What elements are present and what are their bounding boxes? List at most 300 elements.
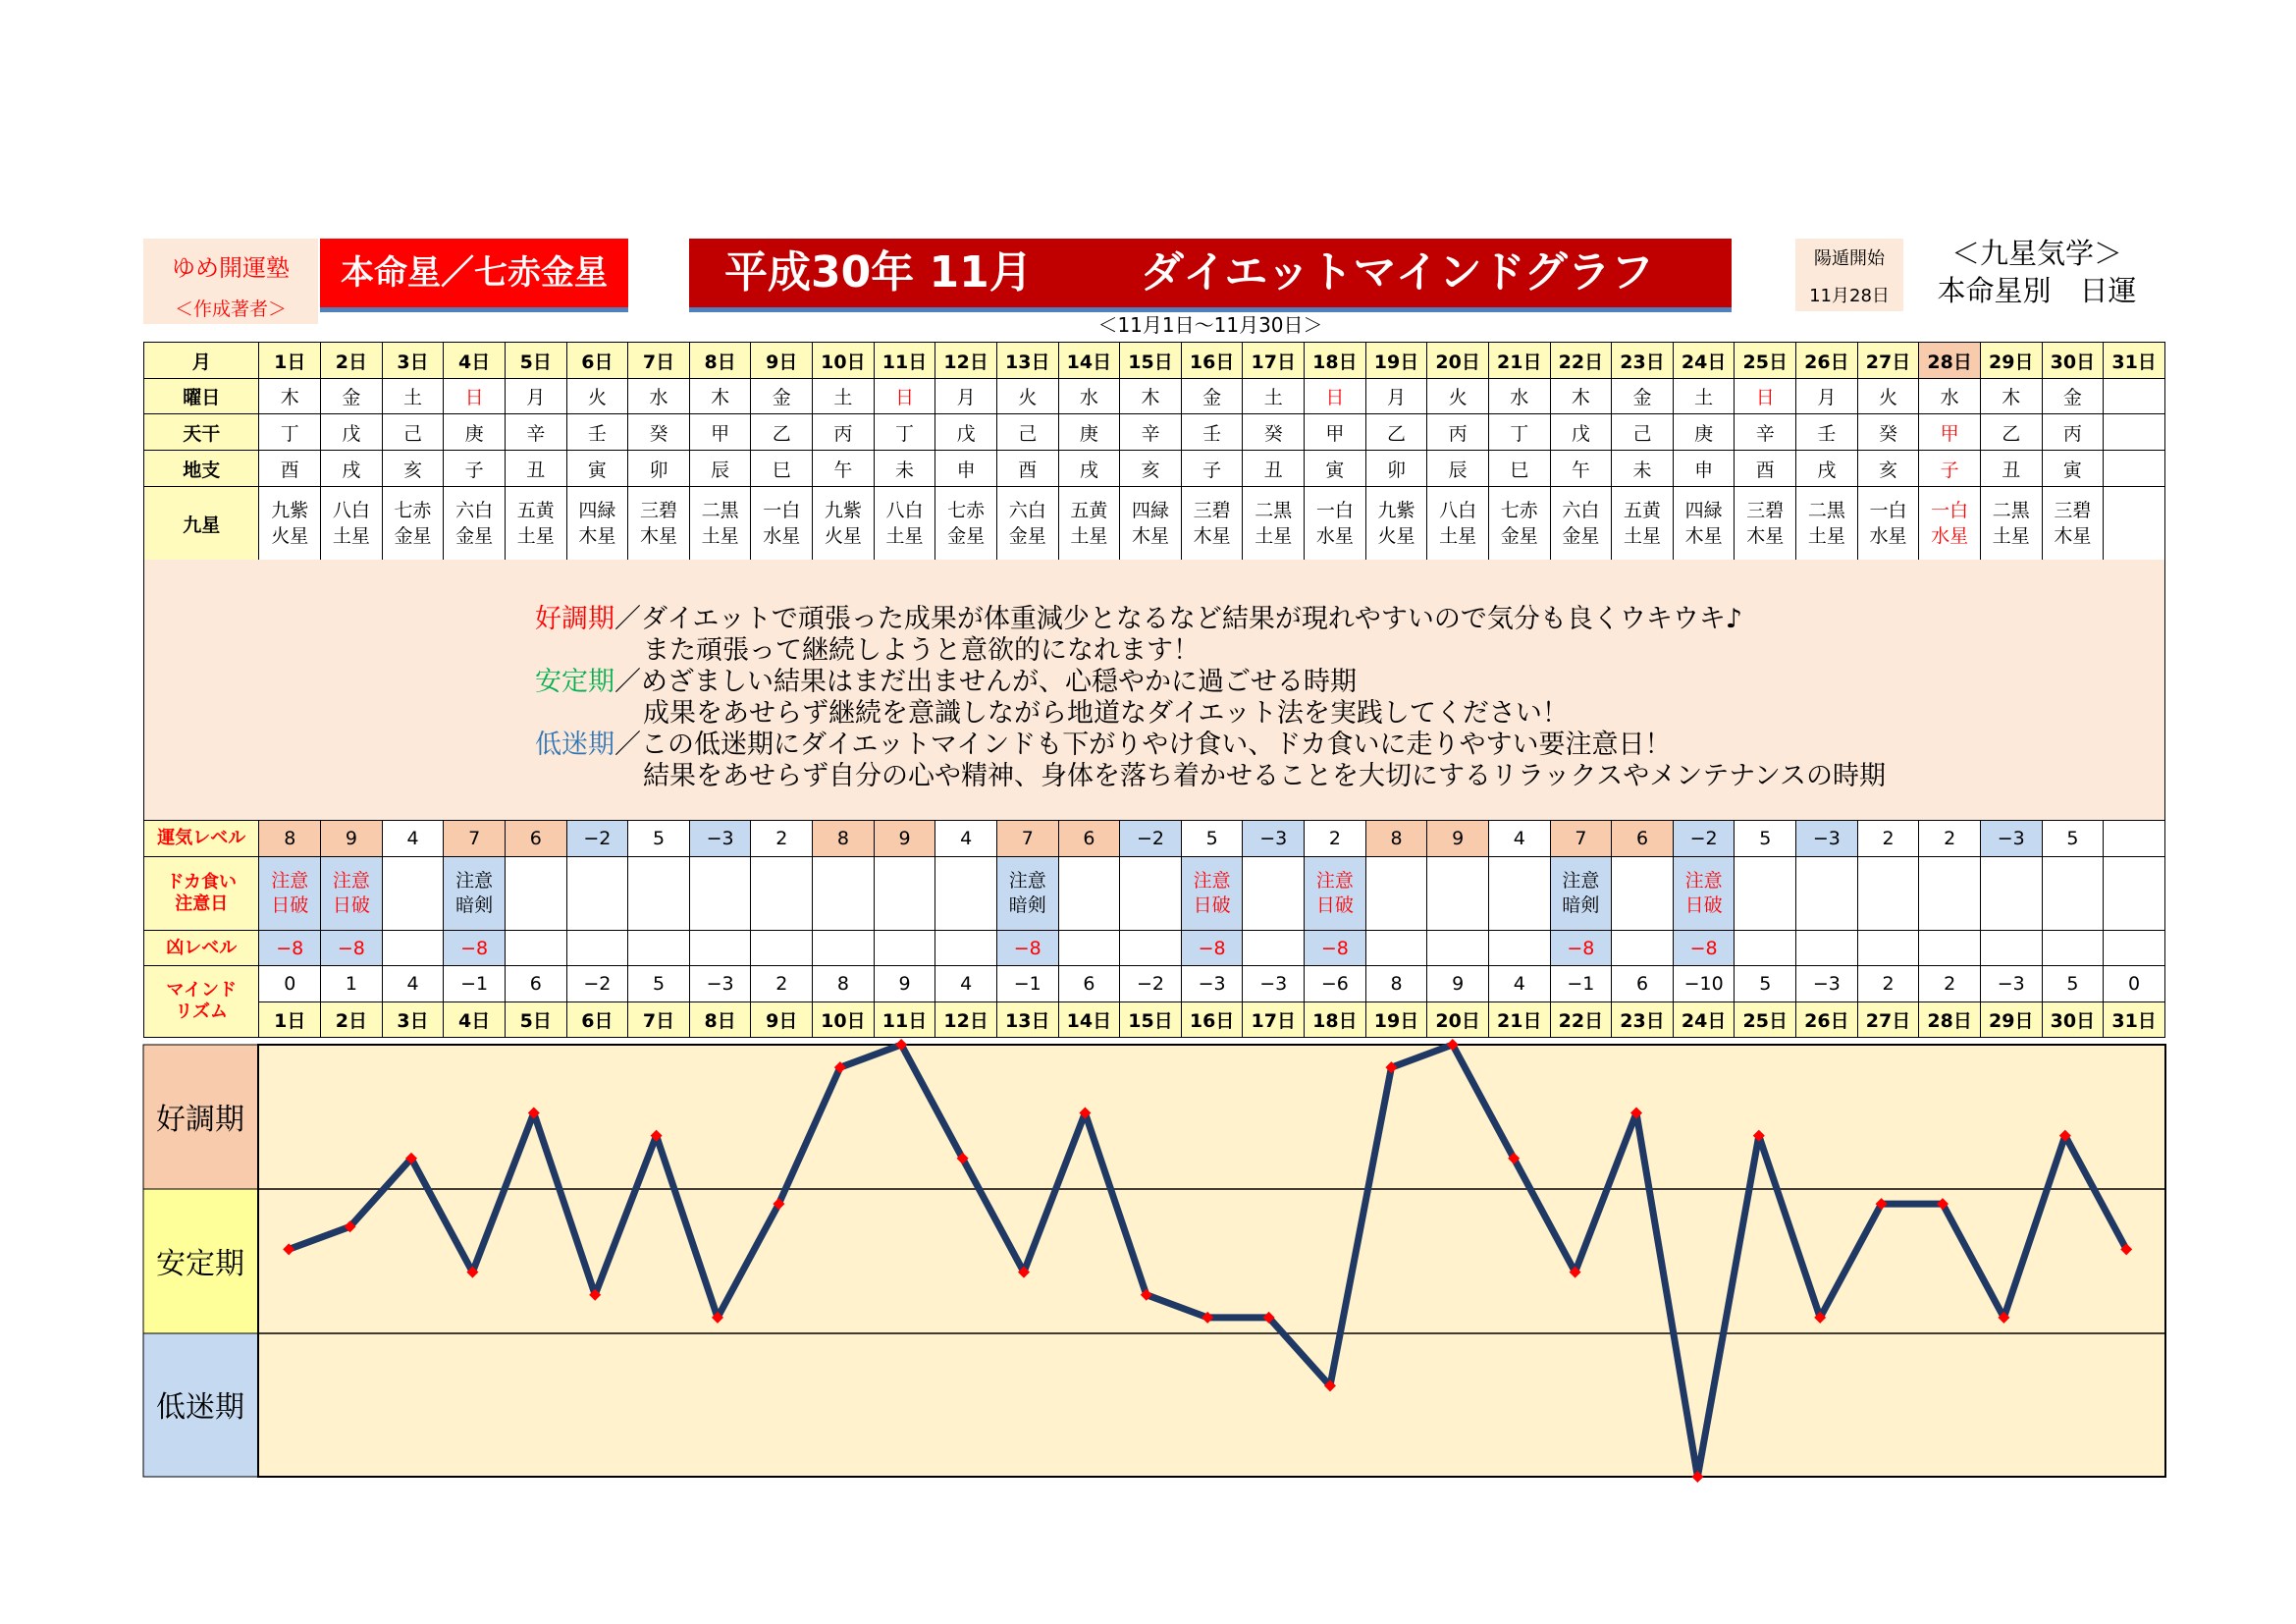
luck-level-cell: 2	[1305, 821, 1366, 857]
day-header-28: 28日	[1919, 343, 1981, 379]
day-header-21: 21日	[1488, 343, 1550, 379]
luck-level-cell: −2	[1673, 821, 1735, 857]
warning-type: 注意	[1562, 870, 1600, 892]
luck-level-cell: −3	[1243, 821, 1305, 857]
luck-level-cell: 9	[874, 821, 935, 857]
mind-value-cell: 6	[1612, 966, 1674, 1002]
kyusei-star: 四緑	[1131, 500, 1169, 521]
luck-level-cell: 2	[1919, 821, 1981, 857]
luck-level-cell: 7	[1550, 821, 1612, 857]
kyusei-star: 三碧	[2054, 500, 2092, 521]
day-header-26: 26日	[1796, 343, 1858, 379]
day-footer-7: 7日	[628, 1002, 690, 1038]
kyusei-element: 木星	[1746, 525, 1785, 547]
kyusei-subtitle: 本命星別 日運	[1937, 274, 2137, 307]
day-header-13: 13日	[996, 343, 1058, 379]
kyusei-element: 土星	[1070, 525, 1108, 547]
luck-level-cell: −3	[689, 821, 751, 857]
chishi-cell: 子	[1919, 451, 1981, 487]
weekday-label: 曜日	[144, 379, 259, 414]
mind-value-cell: 6	[1058, 966, 1120, 1002]
day-header-10: 10日	[813, 343, 875, 379]
day-footer-17: 17日	[1243, 1002, 1305, 1038]
kyusei-element: 金星	[1562, 525, 1600, 547]
mind-value-cell: −3	[1980, 966, 2042, 1002]
bad-level-cell: −8	[259, 931, 321, 966]
luck-level-label: 運気レベル	[144, 821, 259, 857]
tenkan-cell: 壬	[1181, 414, 1243, 451]
kyusei-element: 土星	[516, 525, 555, 547]
kyusei-element: 金星	[455, 525, 494, 547]
weekday-cell: 日	[874, 379, 935, 414]
month-label: 月	[144, 343, 259, 379]
day-header-20: 20日	[1427, 343, 1489, 379]
mind-value-cell: 8	[813, 966, 875, 1002]
weekday-cell: 火	[1857, 379, 1919, 414]
chishi-cell: 寅	[1305, 451, 1366, 487]
bad-level-cell: −8	[1550, 931, 1612, 966]
luck-level-cell: 5	[2042, 821, 2104, 857]
chishi-cell: 卯	[1365, 451, 1427, 487]
chishi-cell: 戌	[1058, 451, 1120, 487]
kyusei-star: 三碧	[1746, 500, 1785, 521]
weekday-cell: 木	[1550, 379, 1612, 414]
kyusei-star: 九紫	[824, 500, 862, 521]
weekday-cell: 日	[444, 379, 506, 414]
stable-label: 安定期	[535, 667, 614, 697]
day-header-15: 15日	[1120, 343, 1182, 379]
tenkan-cell: 乙	[1980, 414, 2042, 451]
chishi-cell: 申	[1673, 451, 1735, 487]
date-range: ＜11月1日～11月30日＞	[1097, 313, 1323, 337]
luck-level-cell: −2	[1120, 821, 1182, 857]
weekday-cell: 土	[1673, 379, 1735, 414]
kyusei-star: 四緑	[1684, 500, 1723, 521]
weekday-cell: 木	[1120, 379, 1182, 414]
day-footer-30: 30日	[2042, 1002, 2104, 1038]
warning-label-2: 注意日	[175, 893, 229, 914]
warning-type: 注意	[1008, 870, 1046, 892]
mind-value-cell: −2	[566, 966, 628, 1002]
weekday-cell: 日	[1735, 379, 1796, 414]
tenkan-cell: 丁	[259, 414, 321, 451]
weekday-cell: 月	[1796, 379, 1858, 414]
day-header-8: 8日	[689, 343, 751, 379]
tenkan-cell: 甲	[1919, 414, 1981, 451]
kyusei-element: 土星	[1992, 525, 2030, 547]
tenkan-cell: 庚	[1058, 414, 1120, 451]
kyusei-element: 木星	[1684, 525, 1723, 547]
kyusei-element: 水星	[1931, 525, 1969, 547]
stable-text-2: 成果をあせらず継続を意識しながら地道なダイエット法を実践してください！	[643, 698, 1569, 729]
zone-good-label: 好調期	[156, 1103, 244, 1137]
luck-level-cell: 2	[1857, 821, 1919, 857]
chishi-cell: 丑	[505, 451, 566, 487]
day-footer-5: 5日	[505, 1002, 566, 1038]
chishi-cell: 戌	[321, 451, 383, 487]
weekday-cell: 土	[382, 379, 444, 414]
chishi-label: 地支	[144, 451, 259, 487]
chishi-cell: 辰	[689, 451, 751, 487]
tenkan-cell: 乙	[751, 414, 813, 451]
mind-value-cell: 4	[1488, 966, 1550, 1002]
kyusei-element: 木星	[639, 525, 677, 547]
weekday-cell: 金	[1612, 379, 1674, 414]
day-header-31: 31日	[2104, 343, 2165, 379]
warning-cause: 日破	[1315, 894, 1354, 916]
good-text-2: また頑張って継続しようと意欲的になれます！	[643, 635, 1200, 666]
luck-level-cell: 5	[1181, 821, 1243, 857]
mind-value-cell: −1	[996, 966, 1058, 1002]
kyusei-star: 二黒	[1807, 500, 1845, 521]
tenkan-cell: 辛	[1120, 414, 1182, 451]
warning-type: 注意	[271, 870, 309, 892]
weekday-cell: 金	[1181, 379, 1243, 414]
day-footer-22: 22日	[1550, 1002, 1612, 1038]
warning-cause: 暗剣	[1562, 894, 1600, 916]
chishi-cell: 巳	[1488, 451, 1550, 487]
kyusei-star: 二黒	[1992, 500, 2030, 521]
kyusei-element: 土星	[1807, 525, 1845, 547]
kyusei-element: 木星	[578, 525, 616, 547]
day-footer-8: 8日	[689, 1002, 751, 1038]
day-header-24: 24日	[1673, 343, 1735, 379]
mind-value-cell: 5	[628, 966, 690, 1002]
kyusei-element: 土星	[1623, 525, 1661, 547]
kyusei-star: 五黄	[516, 500, 555, 521]
mind-label-2: リズム	[175, 1001, 229, 1022]
warning-cause: 日破	[1193, 894, 1231, 916]
day-header-18: 18日	[1305, 343, 1366, 379]
bad-level-label: 凶レベル	[144, 931, 259, 966]
chishi-cell: 卯	[628, 451, 690, 487]
kyusei-star: 四緑	[578, 500, 616, 521]
day-header-12: 12日	[935, 343, 997, 379]
kyusei-element: 土星	[701, 525, 739, 547]
mind-value-cell: −1	[1550, 966, 1612, 1002]
tenkan-cell: 丁	[1488, 414, 1550, 451]
kyusei-star: 七赤	[1500, 500, 1538, 521]
kyusei-element: 水星	[1315, 525, 1354, 547]
title-name: ダイエットマインドグラフ	[1141, 247, 1654, 298]
day-header-4: 4日	[444, 343, 506, 379]
day-header-16: 16日	[1181, 343, 1243, 379]
kyusei-element: 火星	[1377, 525, 1415, 547]
warning-cause: 日破	[271, 894, 309, 916]
day-header-11: 11日	[874, 343, 935, 379]
day-footer-13: 13日	[996, 1002, 1058, 1038]
tenkan-cell: 戊	[321, 414, 383, 451]
kyusei-star: 一白	[1869, 500, 1907, 521]
kyusei-star: 九紫	[271, 500, 309, 521]
day-footer-16: 16日	[1181, 1002, 1243, 1038]
mind-value-cell: −3	[689, 966, 751, 1002]
day-header-29: 29日	[1980, 343, 2042, 379]
kyusei-element: 金星	[1008, 525, 1046, 547]
bad-level-cell: −8	[444, 931, 506, 966]
chishi-cell: 寅	[2042, 451, 2104, 487]
mind-value-cell: −10	[1673, 966, 1735, 1002]
chishi-cell: 午	[813, 451, 875, 487]
kyusei-star: 九紫	[1377, 500, 1415, 521]
kyusei-star: 五黄	[1070, 500, 1108, 521]
yoton-label: 陽遁開始	[1814, 248, 1885, 269]
luck-level-cell: −3	[1796, 821, 1858, 857]
warning-type: 注意	[455, 870, 494, 892]
day-header-5: 5日	[505, 343, 566, 379]
mind-value-cell: 4	[935, 966, 997, 1002]
weekday-cell: 月	[505, 379, 566, 414]
kyusei-element: 水星	[763, 525, 801, 547]
warning-type: 注意	[1684, 870, 1723, 892]
day-footer-20: 20日	[1427, 1002, 1489, 1038]
zone-stable-label: 安定期	[156, 1247, 244, 1281]
chishi-cell: 寅	[566, 451, 628, 487]
luck-level-cell: 8	[813, 821, 875, 857]
day-footer-24: 24日	[1673, 1002, 1735, 1038]
weekday-cell: 水	[1058, 379, 1120, 414]
kyusei-star: 六白	[455, 500, 494, 521]
day-header-23: 23日	[1612, 343, 1674, 379]
stable-text-1: ／めざましい結果はまだ出ませんが、心穏やかに過ごせる時期	[614, 667, 1357, 697]
day-footer-25: 25日	[1735, 1002, 1796, 1038]
tenkan-cell: 庚	[1673, 414, 1735, 451]
day-footer-11: 11日	[874, 1002, 935, 1038]
kyusei-star: 一白	[763, 500, 801, 521]
warning-cause: 日破	[1684, 894, 1723, 916]
weekday-cell: 土	[813, 379, 875, 414]
kyusei-title: ＜九星気学＞	[1950, 237, 2122, 270]
day-footer-10: 10日	[813, 1002, 875, 1038]
day-footer-2: 2日	[321, 1002, 383, 1038]
kyusei-element: 火星	[271, 525, 309, 547]
day-footer-23: 23日	[1612, 1002, 1674, 1038]
luck-level-cell: 5	[1735, 821, 1796, 857]
chishi-cell: 子	[1181, 451, 1243, 487]
luck-level-cell: 7	[996, 821, 1058, 857]
weekday-cell: 金	[751, 379, 813, 414]
day-header-2: 2日	[321, 343, 383, 379]
day-header-6: 6日	[566, 343, 628, 379]
day-footer-26: 26日	[1796, 1002, 1858, 1038]
day-footer-12: 12日	[935, 1002, 997, 1038]
mind-value-cell: 1	[321, 966, 383, 1002]
tenkan-cell: 甲	[1305, 414, 1366, 451]
day-footer-4: 4日	[444, 1002, 506, 1038]
luck-level-cell: 5	[628, 821, 690, 857]
day-footer-6: 6日	[566, 1002, 628, 1038]
kyusei-star: 二黒	[1255, 500, 1293, 521]
tenkan-cell: 庚	[444, 414, 506, 451]
luck-level-cell: 6	[1612, 821, 1674, 857]
kyusei-element: 土星	[1255, 525, 1293, 547]
chishi-cell: 午	[1550, 451, 1612, 487]
good-text-1: ／ダイエットで頑張った成果が体重減少となるなど結果が現れやすいので気分も良くウキウキ♪	[614, 604, 1743, 634]
tenkan-cell: 甲	[689, 414, 751, 451]
weekday-cell: 水	[628, 379, 690, 414]
warning-cause: 暗剣	[455, 894, 494, 916]
bad-level-cell: −8	[1673, 931, 1735, 966]
day-footer-18: 18日	[1305, 1002, 1366, 1038]
mind-value-cell: −3	[1796, 966, 1858, 1002]
day-header-17: 17日	[1243, 343, 1305, 379]
luck-level-cell: −2	[566, 821, 628, 857]
chishi-cell: 丑	[1980, 451, 2042, 487]
warning-label-1: ドカ食い	[166, 872, 237, 893]
kyusei-element: 木星	[1193, 525, 1231, 547]
chishi-cell: 申	[935, 451, 997, 487]
day-footer-31: 31日	[2104, 1002, 2165, 1038]
bad-level-cell: −8	[1305, 931, 1366, 966]
kyusei-star: 八白	[332, 500, 370, 521]
tenkan-cell: 壬	[566, 414, 628, 451]
luck-level-cell: 8	[1365, 821, 1427, 857]
day-header-1: 1日	[259, 343, 321, 379]
tenkan-cell: 己	[382, 414, 444, 451]
chishi-cell: 辰	[1427, 451, 1489, 487]
author-caption: ＜作成著者＞	[174, 298, 287, 320]
tenkan-cell: 丙	[1427, 414, 1489, 451]
tenkan-cell: 丁	[874, 414, 935, 451]
kyusei-star: 三碧	[639, 500, 677, 521]
luck-level-cell: 7	[444, 821, 506, 857]
weekday-cell: 火	[1427, 379, 1489, 414]
weekday-cell: 木	[689, 379, 751, 414]
tenkan-cell: 辛	[505, 414, 566, 451]
day-header-14: 14日	[1058, 343, 1120, 379]
yoton-date: 11月28日	[1809, 286, 1890, 306]
luck-level-cell: 2	[751, 821, 813, 857]
day-header-19: 19日	[1365, 343, 1427, 379]
kyusei-element: 火星	[824, 525, 862, 547]
kyusei-element: 土星	[1439, 525, 1477, 547]
kyusei-star: 八白	[885, 500, 924, 521]
honmei-star-label: 本命星／七赤金星	[320, 239, 628, 307]
luck-level-cell: 8	[259, 821, 321, 857]
chishi-cell: 酉	[996, 451, 1058, 487]
chishi-cell: 酉	[259, 451, 321, 487]
kyusei-star: 五黄	[1623, 500, 1661, 521]
kyusei-element: 水星	[1869, 525, 1907, 547]
luck-level-cell: 4	[1488, 821, 1550, 857]
mind-value-cell: −1	[444, 966, 506, 1002]
mind-value-cell: −3	[1243, 966, 1305, 1002]
low-text-2: 結果をあせらず自分の心や精神、身体を落ち着かせることを大切にするリラックスやメンテナンスの時期	[643, 761, 1887, 791]
warning-cause: 日破	[332, 894, 370, 916]
weekday-cell: 火	[566, 379, 628, 414]
chishi-cell: 丑	[1243, 451, 1305, 487]
tenkan-cell: 壬	[1796, 414, 1858, 451]
mind-value-cell: 8	[1365, 966, 1427, 1002]
mind-value-cell: 2	[1919, 966, 1981, 1002]
plot-area	[258, 1045, 2165, 1477]
author-name: ゆめ開運塾	[172, 254, 290, 282]
kyusei-star: 六白	[1562, 500, 1600, 521]
weekday-cell: 金	[2042, 379, 2104, 414]
tenkan-label: 天干	[144, 414, 259, 451]
mind-value-cell: −2	[1120, 966, 1182, 1002]
day-footer-29: 29日	[1980, 1002, 2042, 1038]
kyusei-star: 七赤	[947, 500, 986, 521]
day-footer-3: 3日	[382, 1002, 444, 1038]
day-footer-19: 19日	[1365, 1002, 1427, 1038]
day-header-9: 9日	[751, 343, 813, 379]
kyusei-element: 木星	[1131, 525, 1169, 547]
chishi-cell: 亥	[382, 451, 444, 487]
mind-value-cell: 5	[1735, 966, 1796, 1002]
weekday-cell: 水	[1919, 379, 1981, 414]
good-label: 好調期	[535, 604, 614, 634]
chishi-cell: 酉	[1735, 451, 1796, 487]
weekday-cell: 日	[1305, 379, 1366, 414]
mind-value-cell: 9	[1427, 966, 1489, 1002]
luck-level-cell: 4	[382, 821, 444, 857]
tenkan-cell: 戊	[1550, 414, 1612, 451]
kyusei-element: 木星	[2054, 525, 2092, 547]
mind-label-1: マインド	[166, 980, 238, 1001]
kyusei-star: 七赤	[394, 500, 432, 521]
tenkan-cell: 癸	[1243, 414, 1305, 451]
mind-value-cell: 6	[505, 966, 566, 1002]
mind-value-cell: 9	[874, 966, 935, 1002]
kyusei-element: 土星	[332, 525, 370, 547]
tenkan-cell: 辛	[1735, 414, 1796, 451]
warning-type: 注意	[332, 870, 370, 892]
luck-level-cell: 6	[505, 821, 566, 857]
chishi-cell: 未	[1612, 451, 1674, 487]
chishi-cell: 子	[444, 451, 506, 487]
kyusei-star: 八白	[1439, 500, 1477, 521]
day-header-30: 30日	[2042, 343, 2104, 379]
low-label: 低迷期	[535, 730, 614, 760]
day-footer-21: 21日	[1488, 1002, 1550, 1038]
kyusei-star: 一白	[1931, 500, 1969, 521]
weekday-cell: 月	[935, 379, 997, 414]
weekday-cell: 火	[996, 379, 1058, 414]
weekday-cell: 木	[259, 379, 321, 414]
chishi-cell: 亥	[1857, 451, 1919, 487]
luck-level-cell: 6	[1058, 821, 1120, 857]
bad-level-cell: −8	[1181, 931, 1243, 966]
kyusei-star: 六白	[1008, 500, 1046, 521]
day-header-7: 7日	[628, 343, 690, 379]
kyusei-label: 九星	[144, 487, 259, 561]
tenkan-cell: 丙	[2042, 414, 2104, 451]
tenkan-cell: 癸	[628, 414, 690, 451]
day-header-25: 25日	[1735, 343, 1796, 379]
warning-cause: 暗剣	[1008, 894, 1046, 916]
mind-value-cell: 2	[1857, 966, 1919, 1002]
weekday-cell: 水	[1488, 379, 1550, 414]
mind-value-cell: 0	[2104, 966, 2165, 1002]
day-header-3: 3日	[382, 343, 444, 379]
weekday-cell: 木	[1980, 379, 2042, 414]
tenkan-cell: 癸	[1857, 414, 1919, 451]
kyusei-element: 金星	[1500, 525, 1538, 547]
mind-value-cell: 5	[2042, 966, 2104, 1002]
title-period: 平成30年 11月	[724, 247, 1033, 298]
day-header-22: 22日	[1550, 343, 1612, 379]
day-header-27: 27日	[1857, 343, 1919, 379]
day-footer-28: 28日	[1919, 1002, 1981, 1038]
mind-value-cell: 2	[751, 966, 813, 1002]
chishi-cell: 未	[874, 451, 935, 487]
warning-type: 注意	[1315, 870, 1354, 892]
zone-low-label: 低迷期	[156, 1390, 244, 1425]
bad-level-cell: −8	[321, 931, 383, 966]
chishi-cell: 亥	[1120, 451, 1182, 487]
mind-value-cell: 0	[259, 966, 321, 1002]
